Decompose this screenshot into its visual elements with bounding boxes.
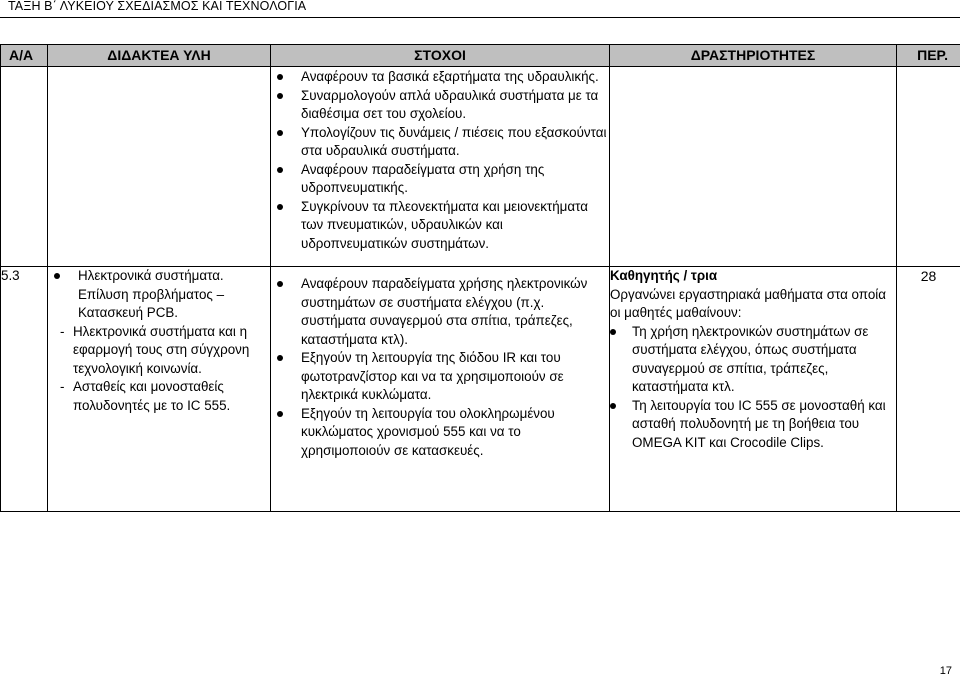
row1-content-cell	[48, 67, 271, 267]
row2-periods-cell: 28	[897, 267, 960, 512]
table-header-row	[1, 45, 960, 67]
row1-activities-cell	[610, 67, 897, 267]
row2-content-cell	[48, 267, 271, 512]
row2-code-cell: 5.3	[1, 267, 48, 512]
bullet-icon	[610, 403, 616, 409]
table-row	[1, 267, 960, 512]
header-periods: ΠΕΡ.	[897, 45, 960, 67]
table-row	[1, 67, 960, 267]
list-item: Ηλεκτρονικά συστήματα. Επίλυση προβλήματος – Κατασκευή PCB.	[48, 267, 270, 323]
bullet-icon	[54, 273, 60, 279]
page-number: 17	[939, 665, 952, 677]
header-goals: ΣΤΟΧΟΙ	[271, 45, 610, 67]
running-header: ΤΑΞΗ Β΄ ΛΥΚΕΙΟΥ ΣΧΕΔΙΑΣΜΟΣ ΚΑΙ ΤΕΧΝΟΛΟΓΙΑ	[8, 0, 307, 13]
bullet-icon	[277, 204, 283, 210]
list-item: Αναφέρουν παραδείγματα στη χρήση της υδροπνευματικής.	[271, 161, 609, 198]
bullet-icon	[610, 329, 616, 335]
header-activities: ΔΡΑΣΤΗΡΙΟΤΗΤΕΣ	[610, 45, 897, 67]
list-item: Συναρμολογούν απλά υδραυλικά συστήματα με τα διαθέσιμα σετ του σχολείου.	[271, 87, 609, 124]
bullet-icon	[277, 281, 283, 287]
bullet-icon	[277, 167, 283, 173]
row1-periods-cell	[897, 67, 960, 267]
bullet-icon	[277, 74, 283, 80]
activities-heading: Καθηγητής / τρια	[610, 268, 718, 283]
header-rule	[0, 17, 960, 18]
bullet-icon	[277, 130, 283, 136]
list-item: Αναφέρουν τα βασικά εξαρτήματα της υδραυλικής.	[271, 68, 609, 87]
activities-intro: Οργανώνει εργαστηριακά μαθήματα στα οποία οι μαθητές μαθαίνουν:	[610, 286, 886, 320]
dash-item: - Ηλεκτρονικά συστήματα και η εφαρμογή τους στη σύγχρονη τεχνολογική κοινωνία.	[60, 323, 250, 376]
bullet-icon	[277, 355, 283, 361]
row1-goals-cell	[271, 67, 610, 267]
header-code: Α/Α	[1, 45, 48, 67]
curriculum-table	[0, 44, 960, 512]
row1-code-cell	[1, 67, 48, 267]
list-item: Εξηγούν τη λειτουργία του ολοκληρωμένου κυκλώματος χρονισμού 555 και να το χρησιμοποιούν σε κατασκευές.	[271, 405, 609, 461]
list-item: Τη χρήση ηλεκτρονικών συστημάτων σε συστήματα ελέγχου, όπως συστήματα συναγερμού σε σπίτια, τράπεζες, καταστήματα κτλ.	[610, 323, 896, 397]
bullet-icon	[277, 411, 283, 417]
list-item: Τη λειτουργία του IC 555 σε μονοσταθή και ασταθή πολυδονητή με τη βοήθεια του OMEGA KIT και Crocodile Clips.	[610, 397, 896, 453]
list-item: Εξηγούν τη λειτουργία της διόδου IR και του φωτοτρανζίστορ και να τα χρησιμοποιούν σε ηλεκτρικά κυκλώματα.	[271, 349, 609, 405]
list-item: Υπολογίζουν τις δυνάμεις / πιέσεις που εξασκούνται στα υδραυλικά συστήματα.	[271, 124, 609, 161]
bullet-icon	[277, 93, 283, 99]
dash-item: - Ασταθείς και μονοσταθείς πολυδονητές με το IC 555.	[60, 379, 231, 413]
list-item: Αναφέρουν παραδείγματα χρήσης ηλεκτρονικών συστημάτων σε συστήματα ελέγχου (π.χ. συστήματα συναγερμού στα σπίτια, τράπεζες, καταστήματα κτλ).	[271, 275, 609, 349]
list-item: Συγκρίνουν τα πλεονεκτήματα και μειονεκτήματα των πνευματικών, υδραυλικών και υδροπνευματικών συστημάτων.	[271, 198, 609, 254]
row2-goals-cell	[271, 267, 610, 512]
row2-activities-cell	[610, 267, 897, 512]
header-content: ΔΙΔΑΚΤΕΑ ΥΛΗ	[48, 45, 271, 67]
